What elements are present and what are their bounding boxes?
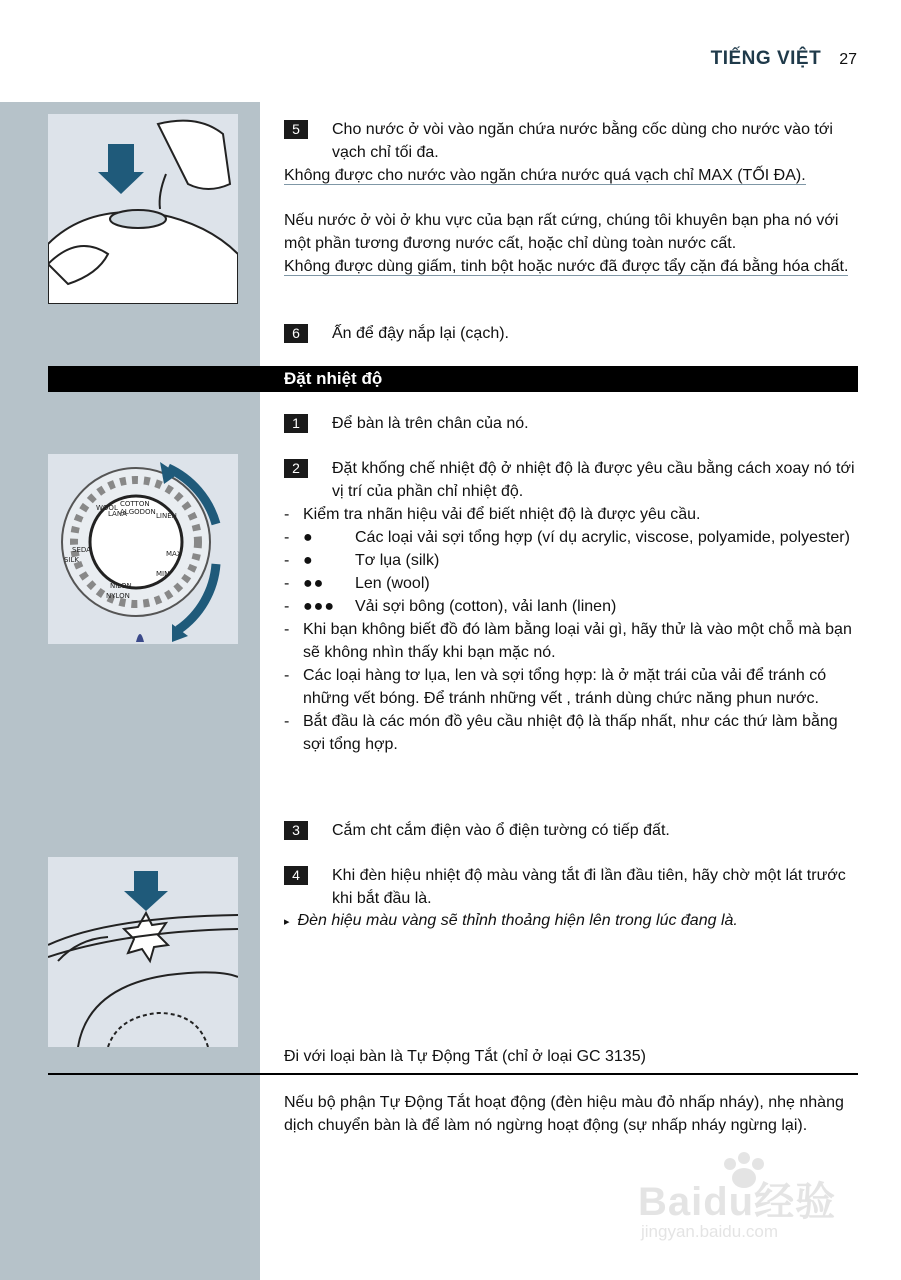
result-note: ▸ Đèn hiệu màu vàng sẽ thỉnh thoảng hiện lên trong lúc đang là. [284, 912, 738, 929]
dial-label-wool: WOOL [96, 504, 118, 512]
step-text: Khi đèn hiệu nhiệt độ màu vàng tắt đi lần đầu tiên, hãy chờ một lát trước khi bắt đầu là. [332, 867, 846, 907]
watermark [638, 1150, 848, 1245]
down-arrow-icon [124, 871, 168, 911]
step-2 [284, 457, 858, 503]
step-5 [284, 118, 858, 164]
temp-dots: ● [303, 529, 314, 546]
dial-edge-icon [108, 1013, 208, 1047]
warning-text: Không được cho nước vào ngăn chứa nước quá vạch chỉ MAX (TỐI ĐA). [284, 167, 806, 184]
water-inlet-icon [110, 210, 166, 228]
hard-water-paragraph: Nếu nước ở vòi ở khu vực của bạn rất cứng, chúng tôi khuyên bạn pha nó với một phần tương đương nước cất, hoặc chỉ dùng toàn nước cất. [284, 212, 839, 252]
step-number: 4 [284, 866, 308, 885]
temp-dots: ●● [303, 575, 325, 592]
warning-max [284, 164, 858, 187]
temp-dots: ● [303, 552, 314, 569]
triangle-bullet-icon: ▸ [284, 916, 290, 928]
temperature-dial-illustration [48, 454, 238, 644]
dial-drawing [48, 454, 238, 644]
dial-label-lana: LANA [108, 510, 127, 518]
fabric-item-silk: - ● Tơ lụa (silk) [284, 549, 858, 572]
step-4 [284, 864, 858, 910]
step-6 [284, 322, 858, 345]
auto-off-paragraph: Nếu bộ phận Tự Động Tắt hoạt động (đèn hiệu màu đỏ nhấp nháy), nhẹ nhàng dịch chuyển bàn là để làm nó ngừng hoạt động (sự nhấp nháy ngừng lại). [284, 1094, 844, 1134]
step-text: Ấn để đậy nắp lại (cạch). [332, 325, 509, 342]
list-item: - Bắt đầu là các món đồ yêu cầu nhiệt độ là thấp nhất, như các thứ làm bằng sợi tổng hợp. [284, 713, 838, 753]
step-text: Để bàn là trên chân của nó. [332, 415, 529, 432]
fabric-item-cotton: - ●●● Vải sợi bông (cotton), vải lanh (linen) [284, 595, 858, 618]
list-item: - Kiểm tra nhãn hiệu vải để biết nhiệt độ là được yêu cầu. [284, 506, 701, 523]
step-1 [284, 412, 858, 435]
dial-label-silk: SILK [64, 556, 79, 564]
dial-label-min: MIN [156, 570, 170, 578]
fill-water-illustration [48, 114, 238, 304]
step-number: 2 [284, 459, 308, 478]
watermark-brand: Baidu经验 [638, 1180, 837, 1224]
auto-off-subtitle: Đi với loại bàn là Tự Động Tắt (chỉ ở loại GC 3135) [284, 1048, 646, 1065]
dial-label-linen: LINEN [156, 512, 177, 520]
step-number: 5 [284, 120, 308, 139]
step-text: Cắm cht cắm điện vào ổ điện tường có tiếp đất. [332, 822, 670, 839]
list-item: - Các loại hàng tơ lụa, len và sợi tổng hợp: là ở mặt trái của vải để tránh có những vết bóng. Để tránh những vết , tránh dùng chức năng phun nước. [284, 667, 827, 707]
temp-dots: ●●● [303, 598, 335, 615]
iron-top-drawing [48, 857, 238, 1047]
dial-label-cotton: COTTON [120, 500, 150, 508]
page-header [711, 48, 857, 70]
fill-water-drawing [48, 114, 238, 304]
step-text: Cho nước ở vòi vào ngăn chứa nước bằng cốc dùng cho nước vào tới vạch chỉ tối đa. [332, 121, 833, 161]
fabric-list [284, 503, 858, 756]
step-number: 3 [284, 821, 308, 840]
cup-icon [158, 121, 230, 189]
section-header-bar [48, 366, 858, 392]
warning-text: Không được dùng giấm, tinh bột hoặc nước đã được tẩy cặn đá bằng hóa chất. [284, 258, 849, 275]
dial-label-algodon: ALGODON [120, 508, 156, 516]
indicator-light-illustration [48, 857, 238, 1047]
section-title: Đặt nhiệt độ [284, 369, 383, 388]
step-number: 6 [284, 324, 308, 343]
dial-label-seda: SEDA [72, 546, 91, 554]
fabric-item-wool: - ●● Len (wool) [284, 572, 858, 595]
language-title: TIẾNG VIỆT [710, 48, 822, 69]
warning-vinegar [284, 255, 858, 278]
divider [48, 1073, 858, 1075]
dial-label-nilon: NILON [110, 582, 132, 590]
page-number: 27 [839, 51, 857, 68]
step-3 [284, 819, 858, 842]
step-number: 1 [284, 414, 308, 433]
list-item: - Khi bạn không biết đồ đó làm bằng loại vải gì, hãy thử là vào một chỗ mà bạn sẽ không nhìn thấy khi bạn mặc nó. [284, 621, 852, 661]
dial-label-max: MAX [166, 550, 182, 558]
down-arrow-icon [98, 144, 144, 194]
dial-label-nylon: NYLON [106, 592, 130, 600]
watermark-url: jingyan.baidu.com [641, 1222, 779, 1241]
step-text: Đặt khống chế nhiệt độ ở nhiệt độ là được yêu cầu bằng cách xoay nó tới vị trí của phần chỉ nhiệt độ. [332, 460, 855, 500]
fabric-item-synthetic: - ● Các loại vải sợi tổng hợp (ví dụ acrylic, viscose, polyamide, polyester) [284, 526, 858, 549]
